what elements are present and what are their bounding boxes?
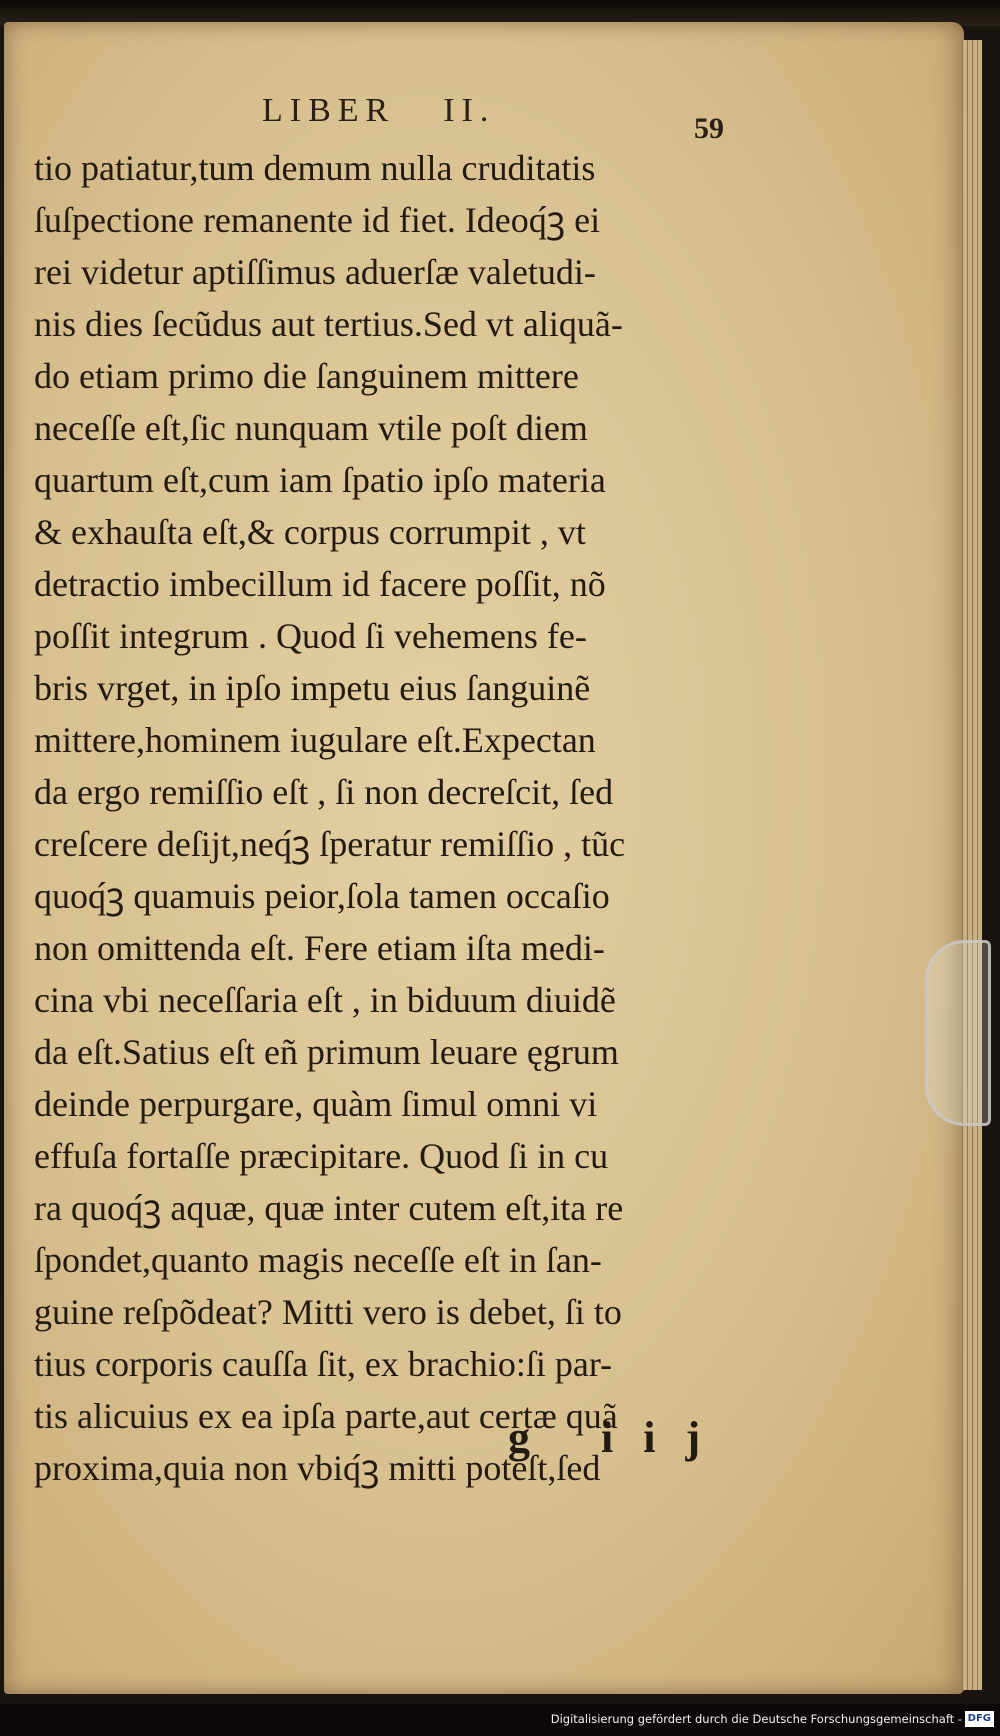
text-line: ſpondet,quanto magis neceſſe eſt in ſan- [34,1240,602,1280]
text-line: & exhauſta eſt,& corpus corrumpit , vt [34,512,586,552]
text-line: effuſa fortaſſe præcipitare. Quod ſi in cu [34,1136,609,1176]
book-clip [925,940,991,1126]
text-line: tius corporis cauſſa ſit, ex brachio:ſi par- [34,1344,613,1384]
text-line: non omittenda eſt. Fere etiam iſta medi- [34,928,605,968]
text-line: rei videtur aptiſſimus aduerſæ valetudi- [34,252,596,292]
text-line: cina vbi neceſſaria eſt , in biduum diuidẽ [34,980,616,1020]
text-line: creſcere deſijt,neq́ꝫ ſperatur remiſſio , tũc [34,824,626,864]
text-line: ſuſpectione remanente id fiet. Ideoq́ꝫ ei [34,200,601,240]
digitization-credit: Digitalisierung gefördert durch die Deutsche Forschungsgemeinschaft - [550,1712,962,1726]
text-line: nis dies ſecũdus aut tertius.Sed vt aliquã- [34,304,623,344]
folio-number: 59 [694,112,724,145]
text-line: proxima,quia non vbiq́ꝫ mitti poteſt,ſed [34,1448,601,1488]
text-line: poſſit integrum . Quod ſi vehemens fe- [34,616,587,656]
text-block [34,142,734,1494]
text-line: mittere,hominem iugulare eſt.Expectan [34,720,596,760]
text-line: da ergo remiſſio eſt , ſi non decreſcit, ſed [34,772,614,812]
text-line: quoq́ꝫ quamuis peior,ſola tamen occaſio [34,876,610,916]
text-line: do etiam primo die ſanguinem mittere [34,356,579,396]
text-line: tio patiatur,tum demum nulla cruditatis [34,148,596,188]
text-line: deinde perpurgare, quàm ſimul omni vi [34,1084,598,1124]
text-line: bris vrget, in ipſo impetu eius ſanguinẽ [34,668,591,708]
header-title: LIBER [262,92,396,129]
text-line: detractio imbecillum id facere poſſit, nõ [34,564,606,604]
text-line: quartum eſt,cum iam ſpatio ipſo materia [34,460,606,500]
text-line: neceſſe eſt,ſic nunquam vtile poſt diem [34,408,588,448]
header-number: II. [443,92,496,129]
text-line: da eſt.Satius eſt eñ primum leuare ęgrum [34,1032,619,1072]
dfg-logo: DFG [965,1711,994,1727]
page-edge [977,40,982,1690]
text-line: tis alicuius ex ea ipſa parte,aut certæ quã [34,1396,618,1436]
signature-mark: g iij [508,1413,731,1462]
text-line: ra quoq́ꝫ aquæ, quæ inter cutem eſt,ita re [34,1188,624,1228]
text-line: guine reſpõdeat? Mitti vero is debet, ſi to [34,1292,622,1332]
running-header [262,92,495,130]
